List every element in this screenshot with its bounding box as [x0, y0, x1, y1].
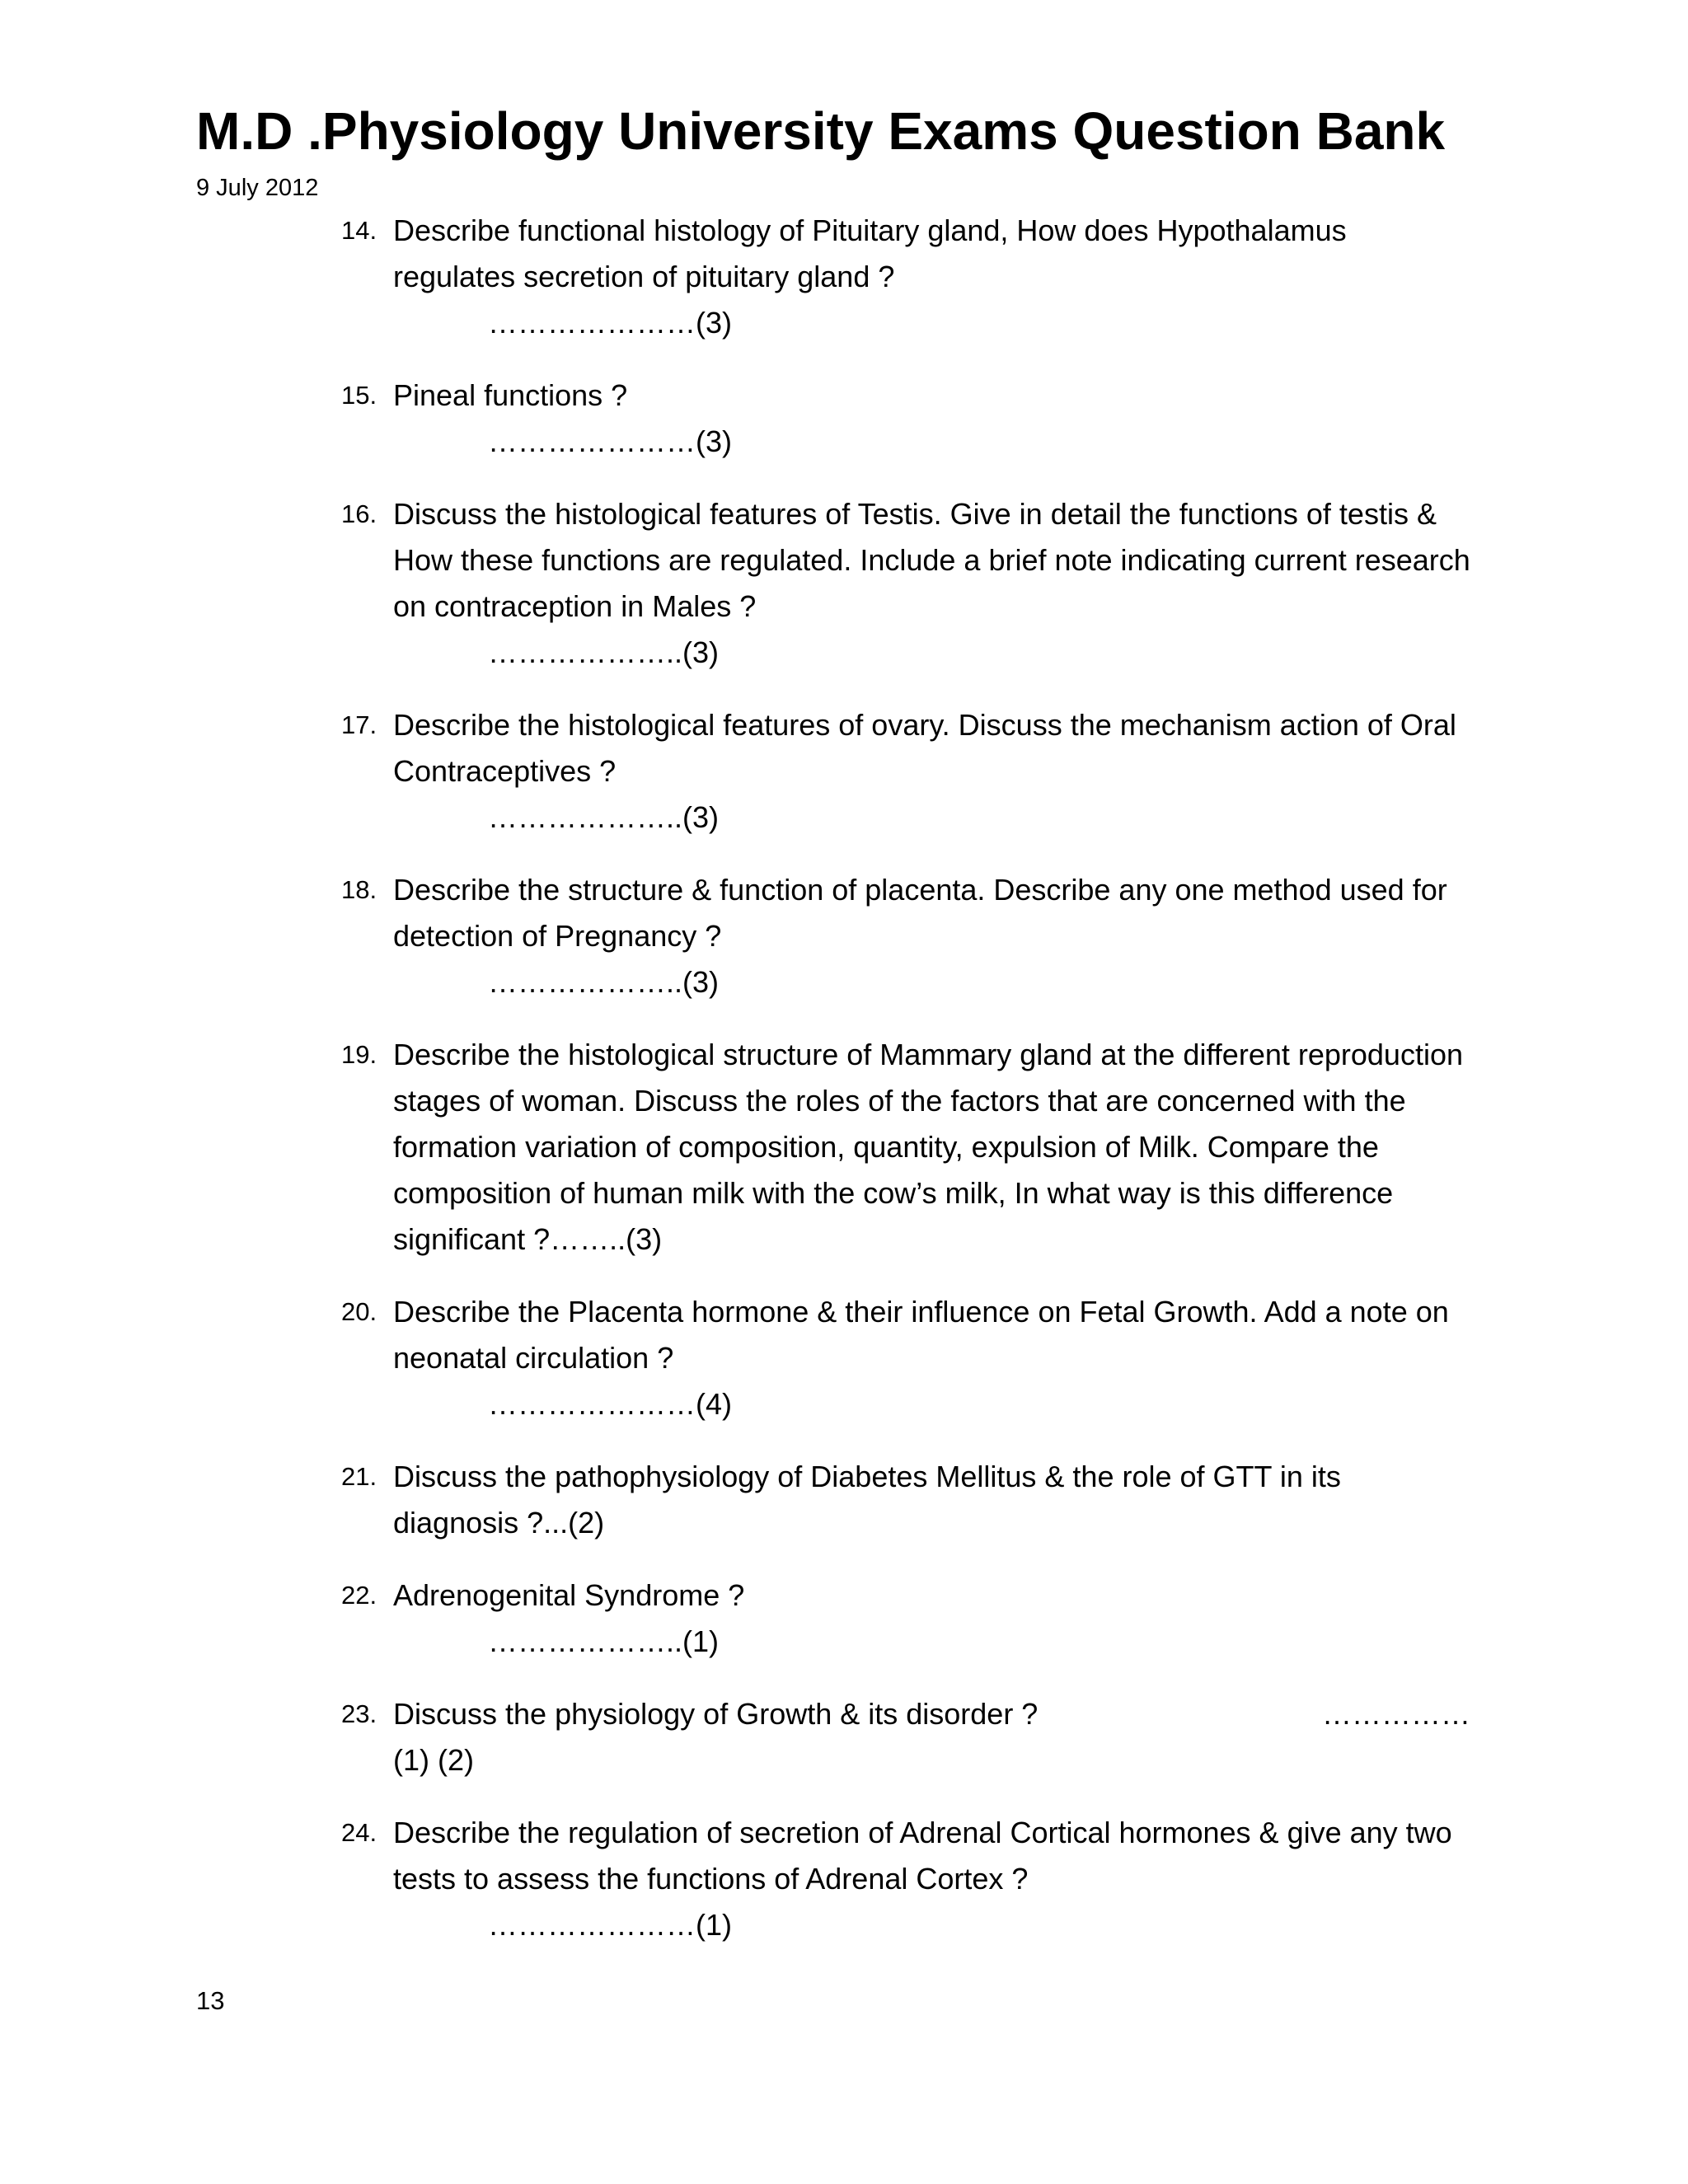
question-text: Describe the structure & function of placenta. Describe any one method used for detection of Pregnancy ?	[393, 873, 1447, 953]
question-marks: ………………..(1)	[488, 1624, 720, 1658]
question-number: 22.	[341, 1581, 377, 1610]
question-text: Describe the histological features of ovary. Discuss the mechanism action of Oral Contraceptives ?	[393, 708, 1456, 788]
question-item	[341, 1032, 1470, 1263]
question-item	[341, 1454, 1470, 1546]
question-number: 23.	[341, 1699, 377, 1728]
question-marks: …………………(4)	[488, 1387, 732, 1421]
question-number: 24.	[341, 1818, 377, 1847]
question-item	[341, 1810, 1470, 1948]
question-item	[341, 1572, 1470, 1665]
question-number: 19.	[341, 1040, 377, 1069]
page-title: M.D .Physiology University Exams Question Bank	[196, 101, 1446, 161]
page-number: 13	[196, 1986, 225, 2015]
question-text: Describe the histological structure of Mammary gland at the different reproduction stages of woman. Discuss the roles of the factors that are concerned with the formation variation of composition, quantity, expulsion of Milk. Compare the composition of human milk with the cow’s milk, In what way is this difference significant ?……..(3)	[393, 1038, 1463, 1256]
question-marks: …………………(3)	[488, 424, 732, 458]
question-text: Discuss the physiology of Growth & its disorder ?	[393, 1697, 1039, 1731]
question-marks: ………………..(3)	[488, 635, 720, 669]
question-number: 14.	[341, 216, 377, 245]
question-number: 21.	[341, 1462, 377, 1491]
question-list	[341, 208, 1470, 1975]
question-item	[341, 867, 1470, 1005]
question-item	[341, 491, 1470, 676]
question-text: Pineal functions ?	[393, 378, 628, 412]
question-number: 16.	[341, 499, 377, 528]
question-dots-right: ……………	[1322, 1697, 1470, 1731]
question-item	[341, 208, 1470, 346]
question-item	[341, 1691, 1470, 1783]
question-marks: …………………(1)	[488, 1908, 732, 1942]
question-text: Describe the regulation of secretion of Adrenal Cortical hormones & give any two tests to assess the functions of Adrenal Cortex ?	[393, 1816, 1452, 1896]
question-number: 15.	[341, 381, 377, 410]
question-text: Describe the Placenta hormone & their influence on Fetal Growth. Add a note on neonatal circulation ?	[393, 1295, 1449, 1375]
question-number: 18.	[341, 875, 377, 904]
question-item	[341, 702, 1470, 841]
question-marks: ………………..(3)	[488, 965, 720, 999]
question-text: Describe functional histology of Pituitary gland, How does Hypothalamus regulates secretion of pituitary gland ?	[393, 213, 1347, 293]
question-marks: …………………(3)	[488, 306, 732, 340]
question-item	[341, 373, 1470, 465]
question-item	[341, 1289, 1470, 1427]
question-number: 20.	[341, 1297, 377, 1326]
question-text: Discuss the pathophysiology of Diabetes Mellitus & the role of GTT in its diagnosis ?...(2)	[393, 1460, 1341, 1540]
question-number: 17.	[341, 710, 377, 739]
question-text: Discuss the histological features of Testis. Give in detail the functions of testis & How these functions are regulated. Include a brief note indicating current research on contraception in Males ?	[393, 497, 1470, 623]
question-marks: ………………..(3)	[488, 800, 720, 834]
document-date: 9 July 2012	[196, 175, 319, 201]
question-marks: (1) (2)	[393, 1743, 474, 1777]
question-text: Adrenogenital Syndrome ?	[393, 1578, 745, 1612]
